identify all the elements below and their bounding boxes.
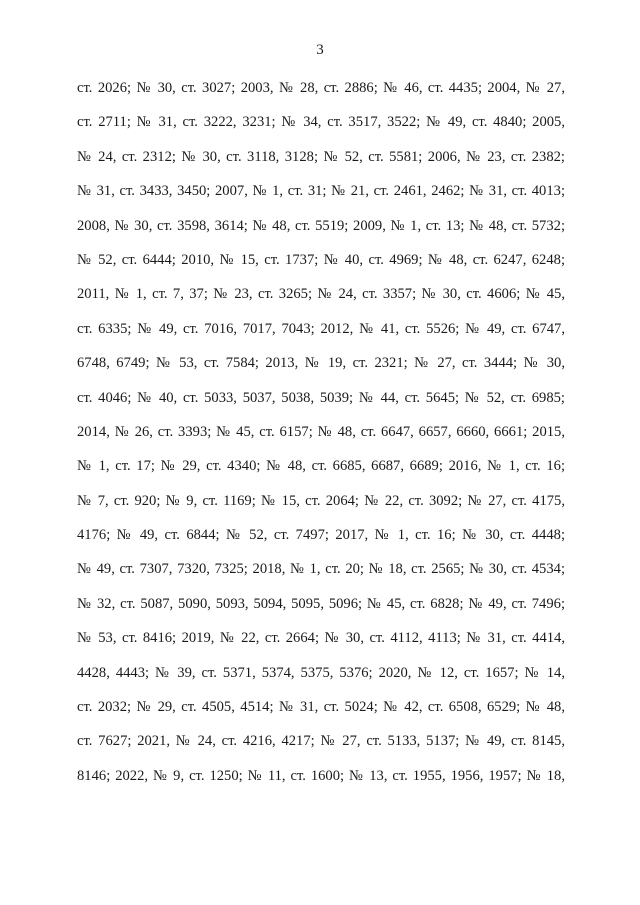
text-line: № 31, ст. 3433, 3450; 2007, № 1, ст. 31; № 21, ст. 2461, 2462; № 31, ст. 4013; <box>77 183 565 200</box>
text-line: ст. 7627; 2021, № 24, ст. 4216, 4217; № 27, ст. 5133, 5137; № 49, ст. 8145, <box>77 733 565 750</box>
text-line: ст. 2032; № 29, ст. 4505, 4514; № 31, ст. 5024; № 42, ст. 6508, 6529; № 48, <box>77 699 565 716</box>
text-line: № 7, ст. 920; № 9, ст. 1169; № 15, ст. 2064; № 22, ст. 3092; № 27, ст. 4175, <box>77 492 565 509</box>
text-line: № 52, ст. 6444; 2010, № 15, ст. 1737; № 40, ст. 4969; № 48, ст. 6247, 6248; <box>77 251 565 268</box>
text-line: 2014, № 26, ст. 3393; № 45, ст. 6157; № 48, ст. 6647, 6657, 6660, 6661; 2015, <box>77 423 565 440</box>
text-line: 4428, 4443; № 39, ст. 5371, 5374, 5375, 5376; 2020, № 12, ст. 1657; № 14, <box>77 664 565 681</box>
text-line: 6748, 6749; № 53, ст. 7584; 2013, № 19, ст. 2321; № 27, ст. 3444; № 30, <box>77 355 565 372</box>
text-line: ст. 2711; № 31, ст. 3222, 3231; № 34, ст. 3517, 3522; № 49, ст. 4840; 2005, <box>77 114 565 131</box>
text-line: № 53, ст. 8416; 2019, № 22, ст. 2664; № 30, ст. 4112, 4113; № 31, ст. 4414, <box>77 630 565 647</box>
text-line: 2011, № 1, ст. 7, 37; № 23, ст. 3265; № 24, ст. 3357; № 30, ст. 4606; № 45, <box>77 286 565 303</box>
text-line: № 49, ст. 7307, 7320, 7325; 2018, № 1, ст. 20; № 18, ст. 2565; № 30, ст. 4534; <box>77 561 565 578</box>
text-line: № 32, ст. 5087, 5090, 5093, 5094, 5095, 5096; № 45, ст. 6828; № 49, ст. 7496; <box>77 595 565 612</box>
text-line: 2008, № 30, ст. 3598, 3614; № 48, ст. 5519; 2009, № 1, ст. 13; № 48, ст. 5732; <box>77 217 565 234</box>
text-line: ст. 6335; № 49, ст. 7016, 7017, 7043; 2012, № 41, ст. 5526; № 49, ст. 6747, <box>77 320 565 337</box>
text-line: № 1, ст. 17; № 29, ст. 4340; № 48, ст. 6685, 6687, 6689; 2016, № 1, ст. 16; <box>77 458 565 475</box>
text-line: 8146; 2022, № 9, ст. 1250; № 11, ст. 1600; № 13, ст. 1955, 1956, 1957; № 18, <box>77 767 565 784</box>
page-number: 3 <box>316 42 324 58</box>
text-line: ст. 2026; № 30, ст. 3027; 2003, № 28, ст. 2886; № 46, ст. 4435; 2004, № 27, <box>77 80 565 96</box>
text-line: ст. 4046; № 40, ст. 5033, 5037, 5038, 5039; № 44, ст. 5645; № 52, ст. 6985; <box>77 389 565 406</box>
body-text <box>77 78 565 800</box>
text-line: 4176; № 49, ст. 6844; № 52, ст. 7497; 2017, № 1, ст. 16; № 30, ст. 4448; <box>77 527 565 544</box>
text-line: № 24, ст. 2312; № 30, ст. 3118, 3128; № 52, ст. 5581; 2006, № 23, ст. 2382; <box>77 148 565 165</box>
